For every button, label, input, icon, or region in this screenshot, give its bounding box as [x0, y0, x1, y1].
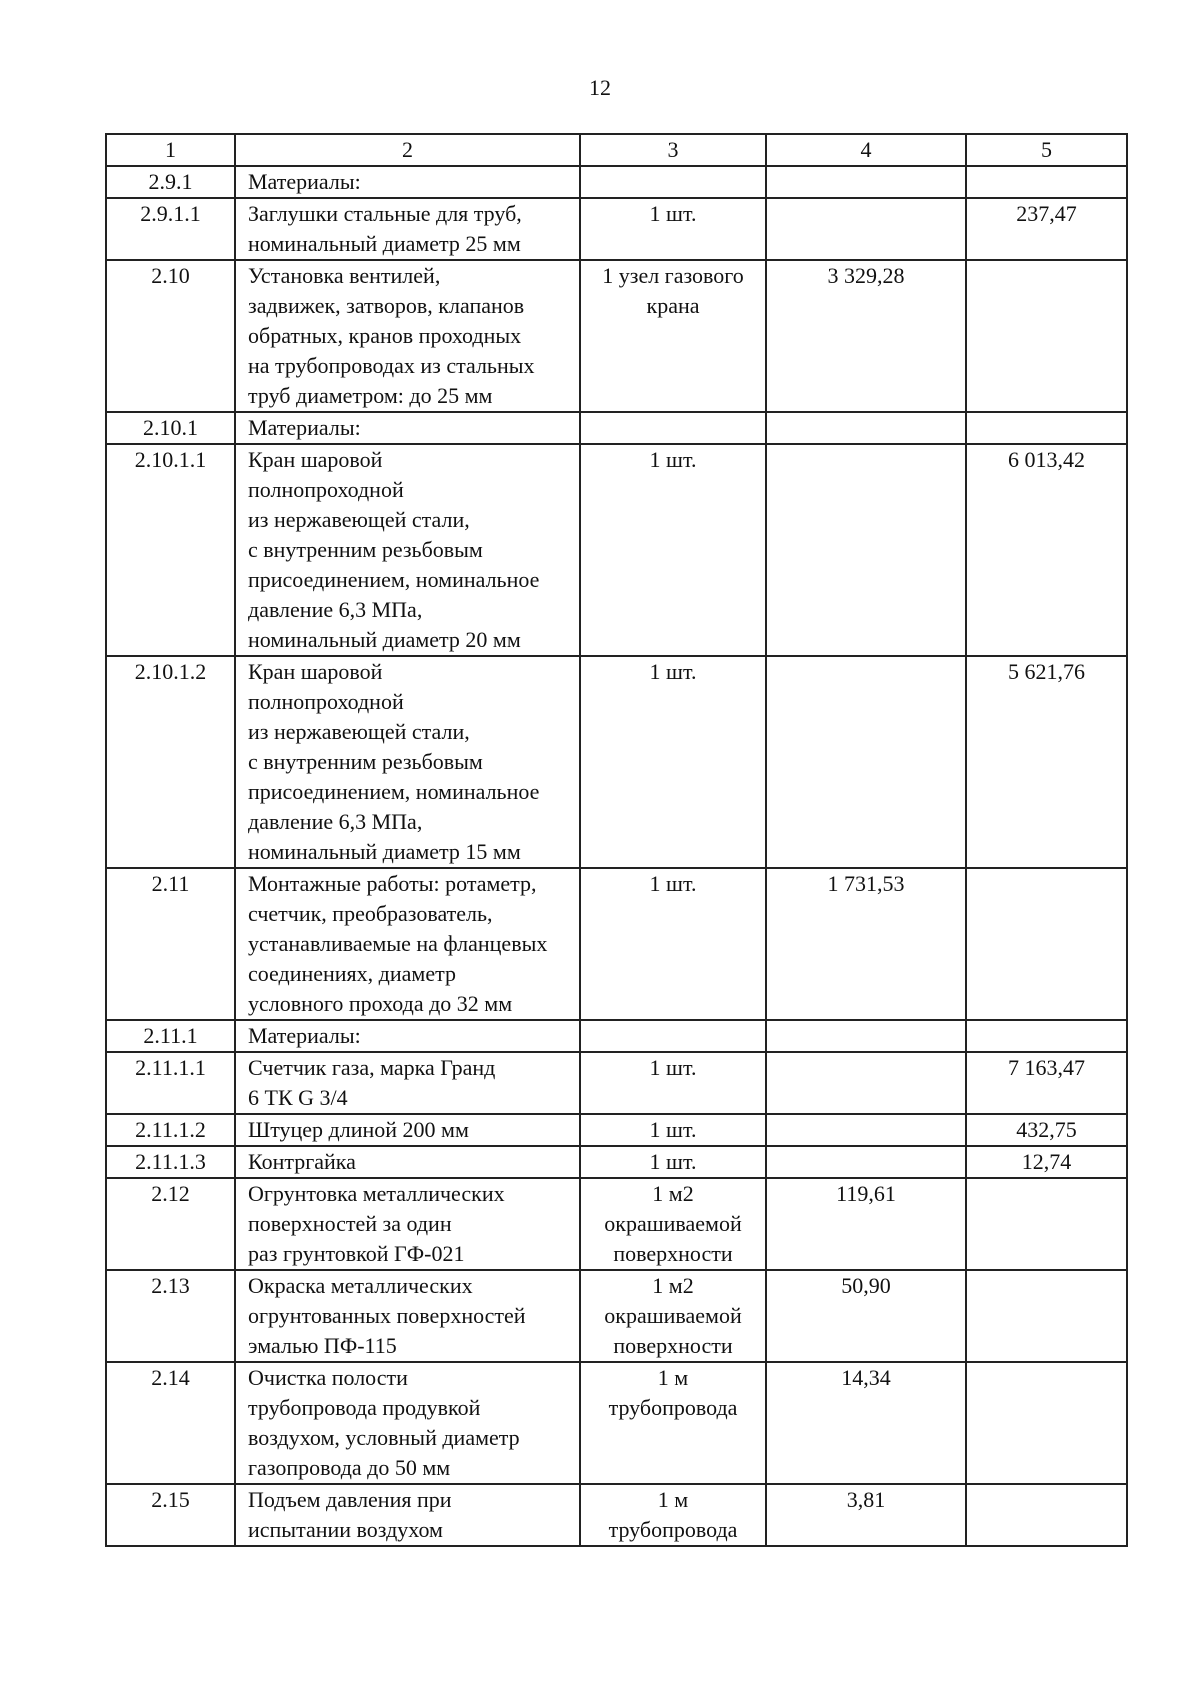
work-price-cell: 119,61 [766, 1178, 966, 1270]
table-row [106, 1362, 1127, 1484]
material-price-cell [966, 1178, 1127, 1270]
table-row [106, 868, 1127, 1020]
item-name-cell: Материалы: [235, 412, 580, 444]
item-name-cell: Материалы: [235, 1020, 580, 1052]
work-price-cell [766, 1020, 966, 1052]
unit-cell: 1 шт. [580, 444, 766, 656]
row-number-cell: 2.11.1.1 [106, 1052, 235, 1114]
unit-cell: 1 шт. [580, 656, 766, 868]
unit-cell [580, 166, 766, 198]
work-price-cell: 14,34 [766, 1362, 966, 1484]
item-name-cell: Кран шаровой полнопроходной из нержавеющей стали, с внутренним резьбовым присоединением, номинальное давление 6,3 МПа, номинальный диаметр 15 мм [235, 656, 580, 868]
work-price-cell [766, 1114, 966, 1146]
material-price-cell [966, 1484, 1127, 1546]
material-price-cell [966, 868, 1127, 1020]
unit-cell [580, 412, 766, 444]
item-name-cell: Подъем давления при испытании воздухом [235, 1484, 580, 1546]
unit-cell: 1 шт. [580, 1052, 766, 1114]
table-row [106, 1114, 1127, 1146]
item-name-cell: Монтажные работы: ротаметр, счетчик, преобразователь, устанавливаемые на фланцевых соединениях, диаметр условного прохода до 32 мм [235, 868, 580, 1020]
work-price-cell [766, 166, 966, 198]
row-number-cell: 2.9.1.1 [106, 198, 235, 260]
row-number-cell: 2.15 [106, 1484, 235, 1546]
table-row [106, 1178, 1127, 1270]
table-row [106, 1270, 1127, 1362]
header-row [106, 134, 1127, 166]
table-row [106, 1484, 1127, 1546]
work-price-cell [766, 1052, 966, 1114]
unit-cell [580, 1020, 766, 1052]
header-col-2: 2 [235, 134, 580, 166]
row-number-cell: 2.12 [106, 1178, 235, 1270]
material-price-cell [966, 1270, 1127, 1362]
row-number-cell: 2.11.1.2 [106, 1114, 235, 1146]
header-col-1: 1 [106, 134, 235, 166]
work-price-cell: 1 731,53 [766, 868, 966, 1020]
material-price-cell: 5 621,76 [966, 656, 1127, 868]
item-name-cell: Кран шаровой полнопроходной из нержавеющей стали, с внутренним резьбовым присоединением, номинальное давление 6,3 МПа, номинальный диаметр 20 мм [235, 444, 580, 656]
item-name-cell: Штуцер длиной 200 мм [235, 1114, 580, 1146]
material-price-cell: 432,75 [966, 1114, 1127, 1146]
unit-cell: 1 м трубопровода [580, 1362, 766, 1484]
row-number-cell: 2.10.1.1 [106, 444, 235, 656]
item-name-cell: Материалы: [235, 166, 580, 198]
table-row [106, 412, 1127, 444]
material-price-cell: 12,74 [966, 1146, 1127, 1178]
table-row [106, 656, 1127, 868]
unit-cell: 1 м2 окрашиваемой поверхности [580, 1270, 766, 1362]
item-name-cell: Установка вентилей, задвижек, затворов, клапанов обратных, кранов проходных на трубопроводах из стальных труб диаметром: до 25 мм [235, 260, 580, 412]
table-row [106, 1146, 1127, 1178]
page-number: 12 [589, 75, 611, 100]
work-price-cell [766, 444, 966, 656]
item-name-cell: Окраска металлических огрунтованных поверхностей эмалью ПФ-115 [235, 1270, 580, 1362]
price-table [105, 133, 1128, 1547]
item-name-cell: Заглушки стальные для труб, номинальный диаметр 25 мм [235, 198, 580, 260]
work-price-cell [766, 198, 966, 260]
row-number-cell: 2.14 [106, 1362, 235, 1484]
table-row [106, 166, 1127, 198]
work-price-cell: 3,81 [766, 1484, 966, 1546]
item-name-cell: Контргайка [235, 1146, 580, 1178]
row-number-cell: 2.11 [106, 868, 235, 1020]
unit-cell: 1 м2 окрашиваемой поверхности [580, 1178, 766, 1270]
material-price-cell [966, 412, 1127, 444]
unit-cell: 1 шт. [580, 198, 766, 260]
material-price-cell [966, 260, 1127, 412]
table-row [106, 1020, 1127, 1052]
row-number-cell: 2.9.1 [106, 166, 235, 198]
material-price-cell: 6 013,42 [966, 444, 1127, 656]
work-price-cell: 3 329,28 [766, 260, 966, 412]
row-number-cell: 2.13 [106, 1270, 235, 1362]
row-number-cell: 2.10.1 [106, 412, 235, 444]
unit-cell: 1 м трубопровода [580, 1484, 766, 1546]
work-price-cell: 50,90 [766, 1270, 966, 1362]
item-name-cell: Очистка полости трубопровода продувкой воздухом, условный диаметр газопровода до 50 мм [235, 1362, 580, 1484]
material-price-cell [966, 1020, 1127, 1052]
header-col-4: 4 [766, 134, 966, 166]
row-number-cell: 2.11.1 [106, 1020, 235, 1052]
header-col-3: 3 [580, 134, 766, 166]
item-name-cell: Огрунтовка металлических поверхностей за один раз грунтовкой ГФ-021 [235, 1178, 580, 1270]
unit-cell: 1 шт. [580, 868, 766, 1020]
table-row [106, 198, 1127, 260]
unit-cell: 1 шт. [580, 1146, 766, 1178]
table-row [106, 1052, 1127, 1114]
row-number-cell: 2.10.1.2 [106, 656, 235, 868]
row-number-cell: 2.11.1.3 [106, 1146, 235, 1178]
unit-cell: 1 узел газового крана [580, 260, 766, 412]
table-body [106, 134, 1127, 1546]
material-price-cell: 237,47 [966, 198, 1127, 260]
work-price-cell [766, 656, 966, 868]
item-name-cell: Счетчик газа, марка Гранд 6 ТК G 3/4 [235, 1052, 580, 1114]
work-price-cell [766, 1146, 966, 1178]
table-row [106, 260, 1127, 412]
table-row [106, 444, 1127, 656]
unit-cell: 1 шт. [580, 1114, 766, 1146]
row-number-cell: 2.10 [106, 260, 235, 412]
material-price-cell: 7 163,47 [966, 1052, 1127, 1114]
material-price-cell [966, 1362, 1127, 1484]
header-col-5: 5 [966, 134, 1127, 166]
work-price-cell [766, 412, 966, 444]
material-price-cell [966, 166, 1127, 198]
